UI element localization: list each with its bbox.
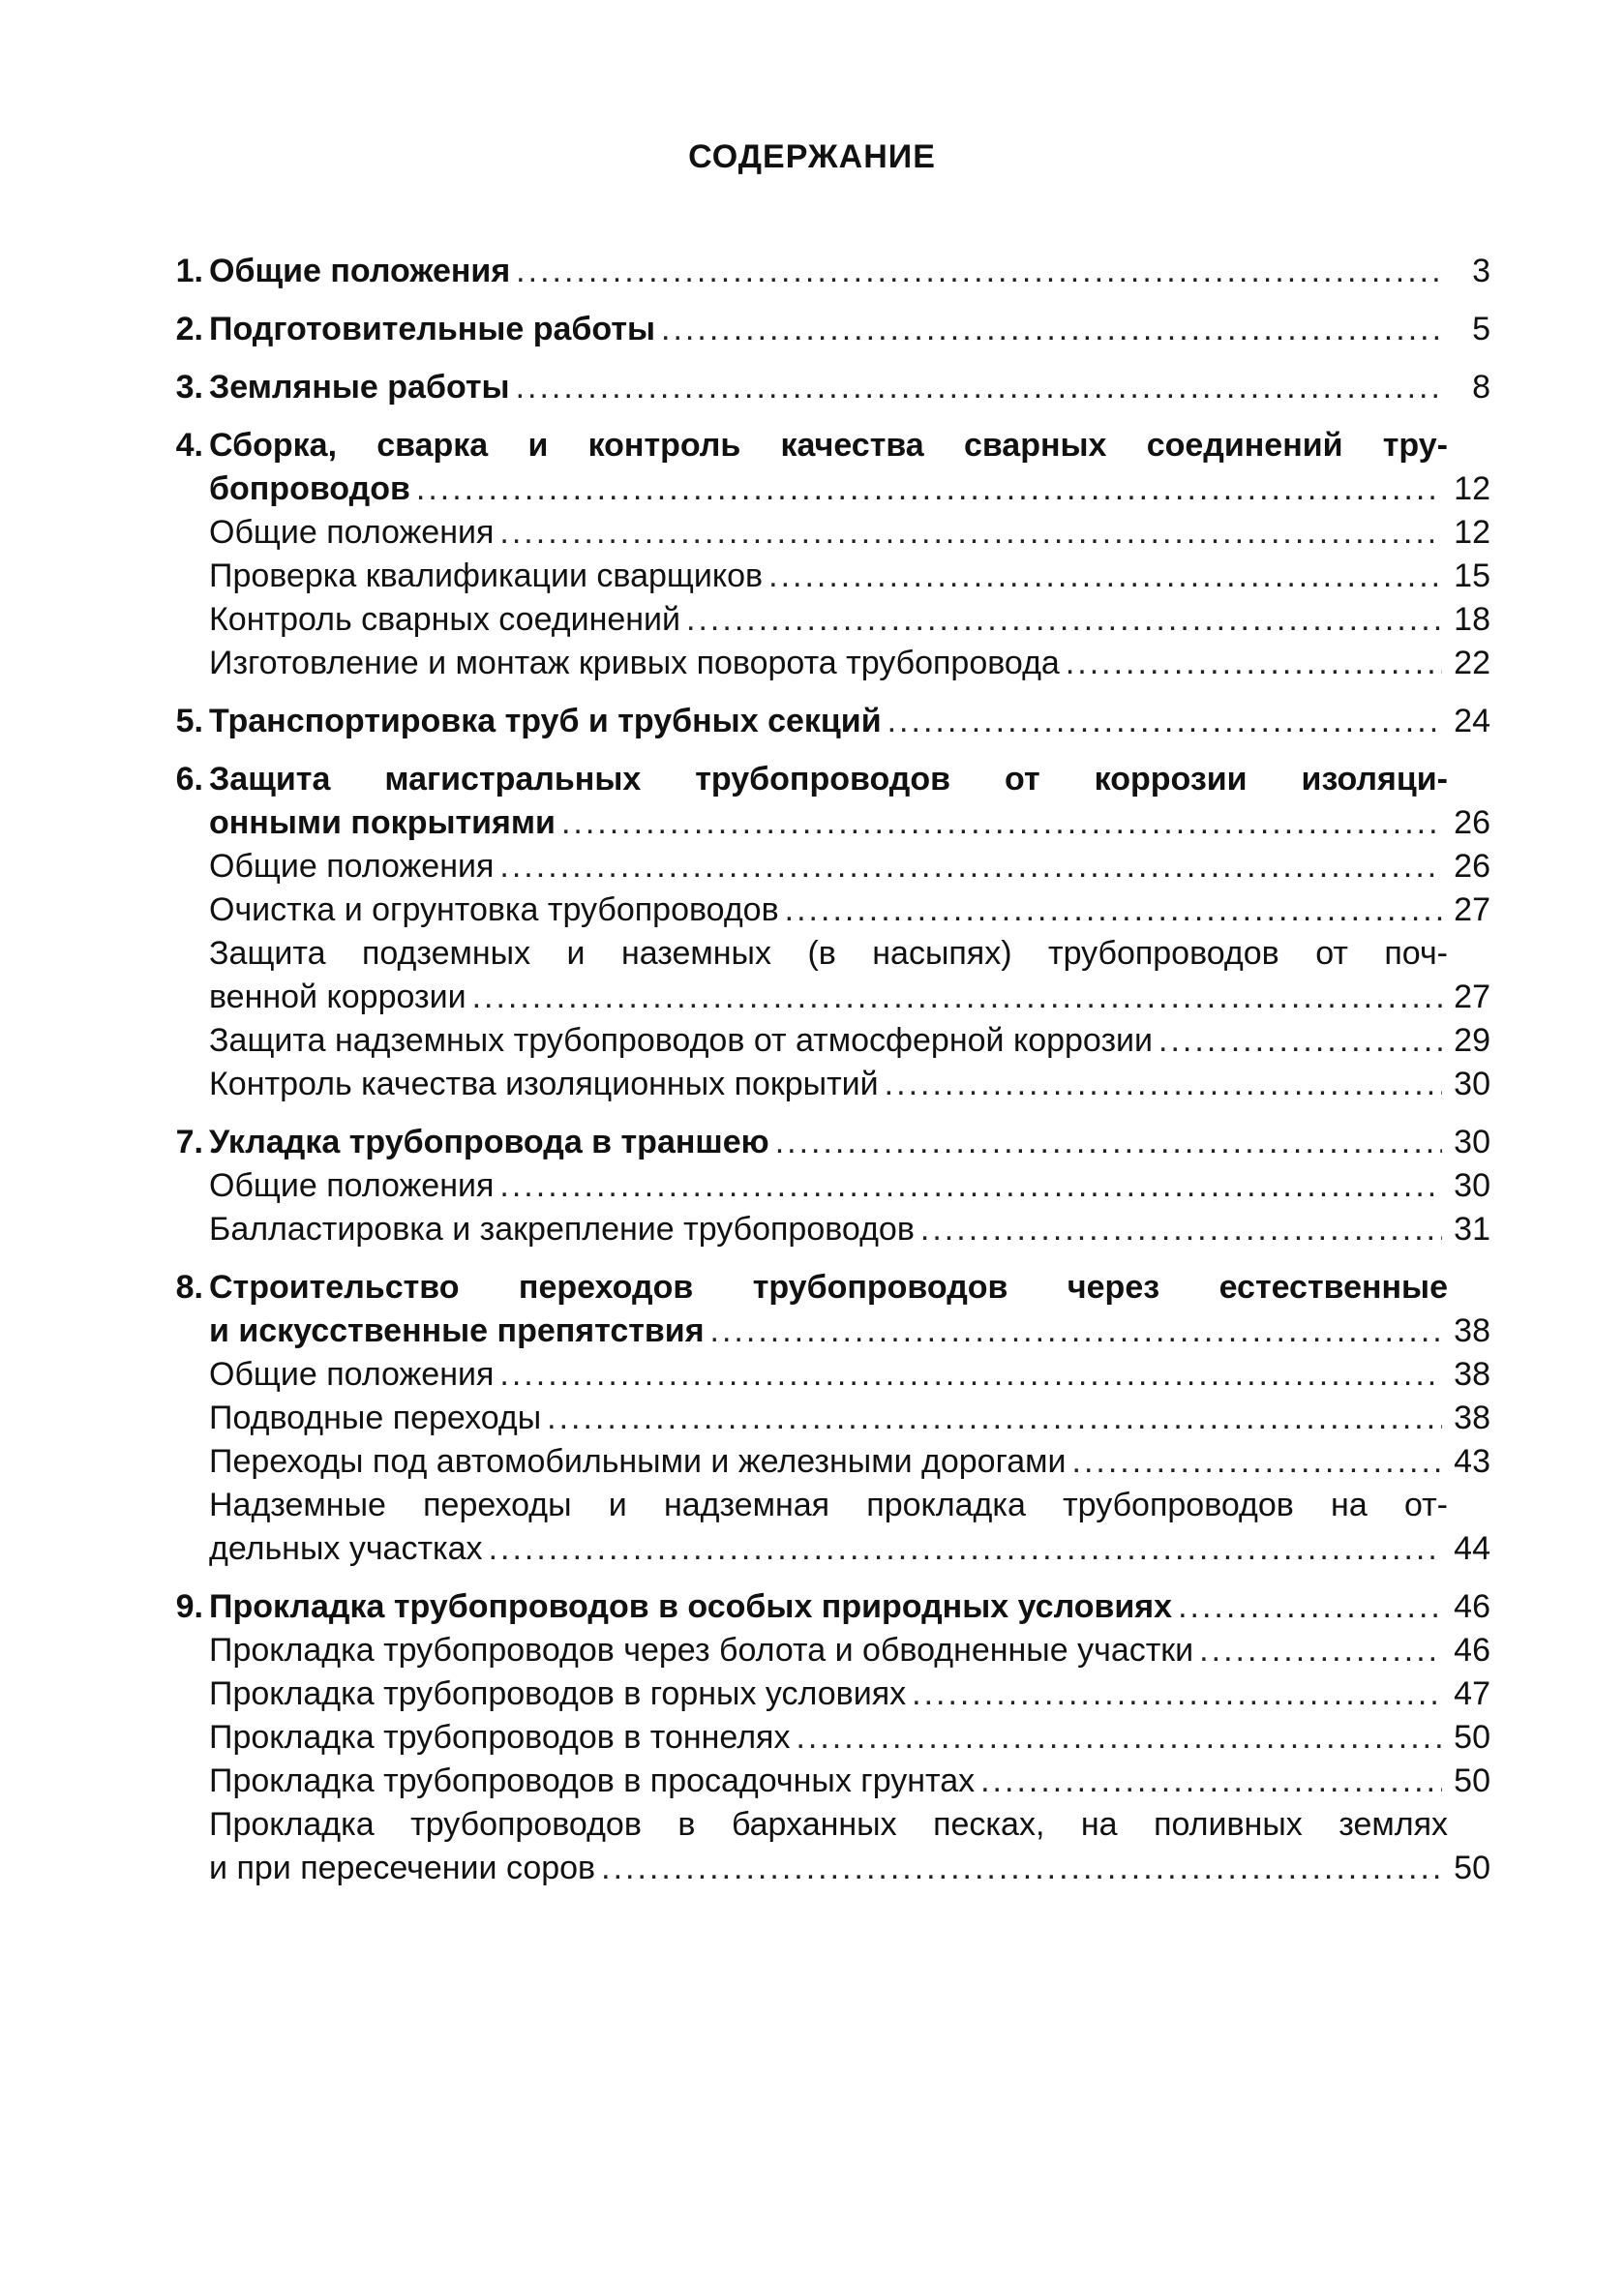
toc-entry-line2[interactable] bbox=[209, 801, 1490, 845]
page-number: 5 bbox=[1472, 311, 1490, 347]
page-number: 15 bbox=[1454, 557, 1490, 594]
dot-leader bbox=[601, 1847, 1442, 1890]
toc-entry[interactable] bbox=[155, 250, 1490, 293]
subsection-title: Изготовление и монтаж кривых поворота трубопровода bbox=[209, 645, 1060, 681]
subsection-entry[interactable] bbox=[209, 1063, 1490, 1106]
subsection-title-line2: и при пересечении соров bbox=[209, 1850, 596, 1886]
dot-leader bbox=[472, 976, 1442, 1019]
subsection-list bbox=[209, 1629, 1490, 1890]
dot-leader bbox=[1178, 1585, 1442, 1629]
subsection-title: Общие положения bbox=[209, 848, 495, 885]
dot-leader bbox=[489, 1527, 1442, 1571]
toc-entry[interactable] bbox=[155, 1121, 1490, 1164]
page-number: 50 bbox=[1454, 1762, 1490, 1799]
dot-leader bbox=[561, 801, 1442, 845]
dot-leader bbox=[499, 845, 1442, 888]
subsection-entry[interactable] bbox=[209, 642, 1490, 685]
toc-entry-line2[interactable] bbox=[209, 467, 1490, 511]
toc-entry[interactable] bbox=[155, 1585, 1490, 1629]
toc-entry-line1[interactable] bbox=[155, 424, 1490, 467]
dot-leader bbox=[912, 1672, 1442, 1716]
subsection-title: Общие положения bbox=[209, 1356, 495, 1393]
toc-section-7 bbox=[155, 1121, 1490, 1251]
subsection-title-line2: венной коррозии bbox=[209, 979, 466, 1015]
dot-leader bbox=[920, 1208, 1442, 1251]
page-number: 47 bbox=[1454, 1675, 1490, 1712]
dot-leader bbox=[785, 888, 1442, 932]
page-number: 38 bbox=[1454, 1400, 1490, 1436]
page-number: 12 bbox=[1454, 470, 1490, 507]
subsection-title: Прокладка трубопроводов в горных условиях bbox=[209, 1675, 907, 1712]
page-number: 50 bbox=[1454, 1850, 1490, 1886]
dot-leader bbox=[516, 366, 1442, 409]
section-number: 8. bbox=[175, 1269, 203, 1306]
section-title: Укладка трубопровода в траншею bbox=[209, 1124, 769, 1160]
subsection-entry[interactable] bbox=[209, 888, 1490, 932]
section-number: 7. bbox=[175, 1124, 203, 1160]
subsection-title: Переходы под автомобильными и железными дорогами bbox=[209, 1443, 1067, 1480]
dot-leader bbox=[1199, 1629, 1442, 1672]
toc-section-5 bbox=[155, 700, 1490, 743]
page-number: 46 bbox=[1454, 1632, 1490, 1669]
dot-leader bbox=[499, 1353, 1442, 1397]
subsection-entry[interactable] bbox=[209, 598, 1490, 642]
page-number: 22 bbox=[1454, 645, 1490, 681]
subsection-title: Общие положения bbox=[209, 514, 495, 551]
page-number: 27 bbox=[1454, 891, 1490, 928]
section-number: 4. bbox=[175, 427, 203, 464]
page-number: 27 bbox=[1454, 979, 1490, 1015]
dot-leader bbox=[661, 308, 1442, 351]
toc-section-9 bbox=[155, 1585, 1490, 1890]
subsection-list bbox=[209, 511, 1490, 685]
toc-entry[interactable] bbox=[155, 308, 1490, 351]
subsection-title: Контроль сварных соединений bbox=[209, 601, 681, 638]
toc-section-8 bbox=[155, 1266, 1490, 1571]
page-number: 30 bbox=[1454, 1124, 1490, 1160]
toc-entry[interactable] bbox=[155, 366, 1490, 409]
page-number: 44 bbox=[1454, 1530, 1490, 1567]
section-title-line2: и искусственные препятствия bbox=[209, 1312, 705, 1349]
subsection-entry[interactable] bbox=[209, 1397, 1490, 1440]
section-number: 6. bbox=[175, 761, 203, 798]
toc-entry-line1[interactable] bbox=[155, 1266, 1490, 1310]
subsection-title: Проверка квалификации сварщиков bbox=[209, 557, 764, 594]
page-number: 12 bbox=[1454, 514, 1490, 551]
toc-section-6 bbox=[155, 758, 1490, 1106]
subsection-title: Общие положения bbox=[209, 1167, 495, 1204]
subsection-entry-line1[interactable] bbox=[209, 932, 1490, 976]
section-title: Земляные работы bbox=[209, 369, 510, 406]
section-title-line2: онными покрытиями bbox=[209, 804, 556, 841]
page-number: 46 bbox=[1454, 1588, 1490, 1625]
page-number: 29 bbox=[1454, 1022, 1490, 1059]
subsection-title: Подводные переходы bbox=[209, 1400, 542, 1436]
subsection-entry[interactable] bbox=[209, 1164, 1490, 1208]
section-title: Транспортировка труб и трубных секций bbox=[209, 703, 882, 739]
dot-leader bbox=[887, 700, 1442, 743]
subsection-title: Прокладка трубопроводов в тоннелях bbox=[209, 1719, 791, 1756]
page-title: СОДЕРЖАНИЕ bbox=[688, 138, 936, 175]
subsection-entry-line1[interactable] bbox=[209, 1484, 1490, 1527]
dot-leader bbox=[516, 250, 1442, 293]
section-title-line1: Строительство переходов трубопроводов через естественные bbox=[209, 1269, 1448, 1306]
subsection-entry[interactable] bbox=[209, 1019, 1490, 1063]
subsection-title-line2: дельных участках bbox=[209, 1530, 483, 1567]
subsection-title: Прокладка трубопроводов через болота и обводненные участки bbox=[209, 1632, 1194, 1669]
page-number: 8 bbox=[1472, 369, 1490, 406]
page-number: 30 bbox=[1454, 1167, 1490, 1204]
dot-leader bbox=[499, 1164, 1442, 1208]
section-number: 2. bbox=[175, 311, 203, 347]
subsection-entry[interactable] bbox=[209, 1760, 1490, 1803]
toc-section-4 bbox=[155, 424, 1490, 685]
subsection-entry[interactable] bbox=[209, 845, 1490, 888]
subsection-entry[interactable] bbox=[209, 555, 1490, 598]
section-title-line1: Защита магистральных трубопроводов от коррозии изоляци- bbox=[209, 761, 1448, 798]
subsection-entry[interactable] bbox=[209, 1353, 1490, 1397]
dot-leader bbox=[796, 1716, 1442, 1760]
section-title-line2: бопроводов bbox=[209, 470, 410, 507]
toc-entry-line1[interactable] bbox=[155, 758, 1490, 801]
page-number: 43 bbox=[1454, 1443, 1490, 1480]
page-number: 38 bbox=[1454, 1356, 1490, 1393]
page-number: 26 bbox=[1454, 804, 1490, 841]
dot-leader bbox=[499, 511, 1442, 555]
subsection-title: Защита надземных трубопроводов от атмосферной коррозии bbox=[209, 1022, 1154, 1059]
subsection-entry[interactable] bbox=[209, 1440, 1490, 1484]
subsection-title: Очистка и огрунтовка трубопроводов bbox=[209, 891, 779, 928]
toc-entry-line2[interactable] bbox=[209, 1310, 1490, 1353]
toc-entry[interactable] bbox=[155, 700, 1490, 743]
subsection-list bbox=[209, 845, 1490, 1106]
dot-leader bbox=[885, 1063, 1442, 1106]
dot-leader bbox=[710, 1310, 1442, 1353]
page-number: 3 bbox=[1472, 253, 1490, 289]
page-number: 31 bbox=[1454, 1211, 1490, 1248]
dot-leader bbox=[1072, 1440, 1442, 1484]
toc-section-1 bbox=[155, 250, 1490, 293]
section-number: 1. bbox=[175, 253, 203, 289]
subsection-entry-line1[interactable] bbox=[209, 1803, 1490, 1847]
subsection-title-line1: Прокладка трубопроводов в барханных песках, на поливных землях bbox=[209, 1806, 1448, 1843]
subsection-entry[interactable] bbox=[209, 1629, 1490, 1672]
dot-leader bbox=[547, 1397, 1442, 1440]
subsection-title: Контроль качества изоляционных покрытий bbox=[209, 1066, 879, 1102]
subsection-title-line1: Надземные переходы и надземная прокладка трубопроводов на от- bbox=[209, 1487, 1448, 1523]
subsection-entry[interactable] bbox=[209, 511, 1490, 555]
toc-section-2 bbox=[155, 308, 1490, 351]
subsection-entry[interactable] bbox=[209, 1672, 1490, 1716]
dot-leader bbox=[1066, 642, 1442, 685]
dot-leader bbox=[980, 1760, 1442, 1803]
subsection-title-line1: Защита подземных и наземных (в насыпях) трубопроводов от поч- bbox=[209, 935, 1448, 972]
subsection-entry[interactable] bbox=[209, 1716, 1490, 1760]
page-number: 24 bbox=[1454, 703, 1490, 739]
toc-section-3 bbox=[155, 366, 1490, 409]
dot-leader bbox=[686, 598, 1442, 642]
dot-leader bbox=[775, 1121, 1442, 1164]
section-title: Общие положения bbox=[209, 253, 511, 289]
subsection-list bbox=[209, 1353, 1490, 1571]
subsection-entry-line2[interactable] bbox=[209, 1847, 1490, 1890]
dot-leader bbox=[768, 555, 1442, 598]
page-number: 50 bbox=[1454, 1719, 1490, 1756]
page-number: 18 bbox=[1454, 601, 1490, 638]
section-title: Подготовительные работы bbox=[209, 311, 656, 347]
section-title-line1: Сборка, сварка и контроль качества сварных соединений тру- bbox=[209, 427, 1448, 464]
dot-leader bbox=[416, 467, 1442, 511]
subsection-entry[interactable] bbox=[209, 1208, 1490, 1251]
section-number: 3. bbox=[175, 369, 203, 406]
subsection-entry-line2[interactable] bbox=[209, 976, 1490, 1019]
subsection-title: Прокладка трубопроводов в просадочных грунтах bbox=[209, 1762, 976, 1799]
subsection-entry-line2[interactable] bbox=[209, 1527, 1490, 1571]
subsection-title: Балластировка и закрепление трубопроводов bbox=[209, 1211, 915, 1248]
section-number: 5. bbox=[175, 703, 203, 739]
section-title: Прокладка трубопроводов в особых природных условиях bbox=[209, 1588, 1173, 1625]
page-number: 30 bbox=[1454, 1066, 1490, 1102]
page-number: 26 bbox=[1454, 848, 1490, 885]
table-of-contents bbox=[155, 250, 1490, 1905]
subsection-list bbox=[209, 1164, 1490, 1251]
section-number: 9. bbox=[175, 1588, 203, 1625]
dot-leader bbox=[1158, 1019, 1442, 1063]
page-number: 38 bbox=[1454, 1312, 1490, 1349]
